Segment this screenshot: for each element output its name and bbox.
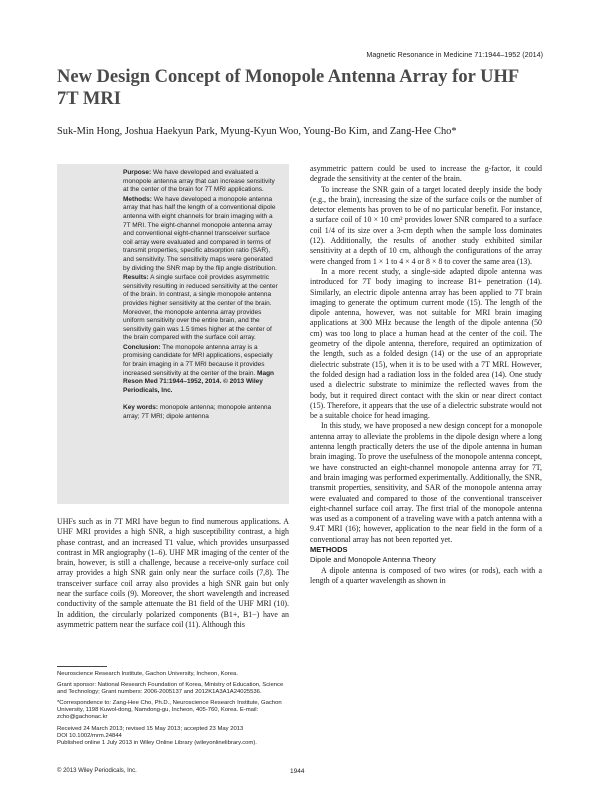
body-paragraph-1: asymmetric pattern could be used to increase the g-factor, it could degrade the sensitivity at the center of the brain. <box>310 164 542 184</box>
intro-paragraph-1: UHFs such as in 7T MRI have begun to find numerous applications. A UHF MRI provides a high SNR, a high susceptibility contrast, a high phase contrast, and an increased T1 value, which provides unsurpassed contrast in MR angiography (1–6). UHF MR imaging of the center of the brain, however, is still a challenge, because a receive-only surface coil array provides a high SNR gain only near the surface coils (7,8). The transceiver surface coil array also provides a high SNR gain but only near the surface coils (9). Moreover, the short wavelength and increased conductivity of the sample attenuate the B1 field of the UHF MRI (10). In addition, the circularly polarized components (B1+, B1−) have an asymmetric pattern near the surface coil (11). Although this <box>57 517 289 629</box>
footnote-correspondence: *Correspondence to: Zang-Hee Cho, Ph.D., Neuroscience Research Institute, Gachon University, 1198 Kuwol-dong, Namdong-gu, Incheon, 405-760, Korea. E-mail: zcho@gachonac.kr <box>57 700 282 721</box>
footnotes <box>57 671 289 747</box>
right-column-body <box>310 164 542 586</box>
methods-heading: METHODS <box>310 544 348 554</box>
page-number: 1944 <box>290 768 305 775</box>
author-list: Suk-Min Hong, Joshua Haekyun Park, Myung-Kyun Woo, Young-Bo Kim, and Zang-Hee Cho* <box>57 126 457 137</box>
footnote-affiliation: Neuroscience Research Institute, Gachon University, Incheon, Korea. <box>57 671 238 677</box>
results-label: Results: <box>123 274 149 282</box>
conclusion-label: Conclusion: <box>123 343 161 351</box>
article-title: New Design Concept of Monopole Antenna Array for UHF 7T MRI <box>57 67 519 109</box>
left-column-body <box>57 517 289 630</box>
abstract-box <box>57 164 289 504</box>
footnote-published: Published online 1 July 2013 in Wiley Online Library (wileyonlinelibrary.com). <box>57 739 257 746</box>
abstract-conclusion <box>123 344 281 396</box>
methods-label: Methods: <box>123 195 152 203</box>
abstract-purpose <box>123 169 281 195</box>
purpose-label: Purpose: <box>123 169 152 176</box>
footnote-grant: Grant sponsor: National Research Foundation of Korea, Ministry of Education, Science and Technology; Grant numbers: 2006-2005137 and 2012K1A3A1A24025536. <box>57 682 284 696</box>
methods-text: We have developed a monopole antenna array that has half the length of a conventional dipole antenna with eight channels for brain imaging with a 7T MRI. The eight-channel monopole antenna array and conventional eight-channel transceiver surface coil array were evaluated and compared in terms of transmit properties, specific absorption ratio (SAR), and sensitivity. The sensitivity maps were generated by dividing the SNR map by the flip angle distribution. <box>123 195 277 272</box>
abstract-keywords <box>123 404 281 421</box>
abstract-methods <box>123 196 281 273</box>
keywords-text: monopole antenna; monopole antenna array; 7T MRI; dipole antenna <box>123 404 272 421</box>
journal-header: Magnetic Resonance in Medicine 71:1944–1952 (2014) <box>366 50 543 59</box>
copyright-notice: © 2013 Wiley Periodicals, Inc. <box>57 768 137 774</box>
keywords-label: Key words: <box>123 404 159 412</box>
purpose-text: We have developed and evaluated a monopole antenna array that can increase sensitivity at the center of the brain for 7T MRI applications. <box>123 169 275 194</box>
results-text: A single surface coil provides asymmetric sensitivity resulting in reduced sensitivity at the center of the brain. In contrast, a single monopole antenna provides higher sensitivity at the center of the brain. Moreover, the monopole antenna array provides uniform sensitivity over the entire brain, and the sensitivity gain was 1.5 times higher at the center of the brain compared with the surface coil array. <box>123 274 278 342</box>
body-paragraph-2: To increase the SNR gain of a target located deeply inside the body (e.g., the brain), increasing the size of the surface coils or the number of detector elements has proven to be of no particular benefit. For instance, a surface coil of 10 × 10 cm² provides lower SNR compared to a surface coil 1/4 of its size over a 3-cm depth when the sample loss dominates (12). Additionally, the results of another study exhibited similar sensitivity at a depth of 10 cm, although the configurations of the array were changed from 1 × 1 to 4 × 4 or 8 × 8 to cover the same area (13). <box>310 184 542 266</box>
footnote-received: Received 24 March 2013; revised 15 May 2013; accepted 23 May 2013 <box>57 725 244 732</box>
footnote-divider <box>57 666 107 667</box>
body-paragraph-3: In a more recent study, a single-side adapted dipole antenna was introduced for 7T body imaging to increase B1+ penetration (14). Similarly, an electric dipole antenna array has been applied to 7T brain imaging to generate the optimum current mode (15). The length of the dipole antenna, however, was not suitable for MRI brain imaging applications at 300 MHz because the length of the dipole antenna (50 cm) was too long to place a human head at the center of the coil. The geometry of the dipole antenna, therefore, required an optimization of the length, such as a folded design (14) or the use of an appropriate dielectric substrate (15), when it is to be used with a 7T MRI. However, the folded design had a radiation loss in the folded area (14). One study used a dielectric substrate to minimize the reflected waves from the body, but it required direct contact with the skin or near direct contact (15). Therefore, it appears that the use of a dielectric substrate would not be a suitable choice for head imaging. <box>310 266 542 421</box>
body-paragraph-5: A dipole antenna is composed of two wires (or rods), each with a length of a quarter wavelength as shown in <box>310 565 542 585</box>
footnote-doi: DOI 10.1002/mrm.24844 <box>57 732 122 739</box>
conclusion-text: The monopole antenna array is a promising candidate for MRI applications, especially for brain imaging in a 7T MRI because it provides increased sensitivity at the center of the brain. <box>123 343 273 377</box>
abstract-results <box>123 274 281 343</box>
subsection-heading: Dipole and Monopole Antenna Theory <box>310 555 436 565</box>
abstract-citation: Magn Reson Med 71:1944–1952, 2014. © 2013 Wiley Periodicals, Inc. <box>123 369 275 394</box>
body-paragraph-4: In this study, we have proposed a new design concept for a monopole antenna array to alleviate the problems in the dipole design where a long antenna length practically deters the use of the dipole antenna in human brain imaging. To prove the usefulness of the monopole antenna concept, we have constructed an eight-channel monopole antenna array for 7T, and brain imaging was performed experimentally. Additionally, the SNR, transmit properties, sensitivity, and SAR of the monopole antenna array were evaluated and compared to those of the conventional transceiver eight-channel surface coil array. The first trial of the monopole antenna was used as a component of a traveling wave with a patch antenna with a 9.4T MRI (16); however, application to the near field in the form of a conventional array has not been reported yet. <box>310 421 542 544</box>
